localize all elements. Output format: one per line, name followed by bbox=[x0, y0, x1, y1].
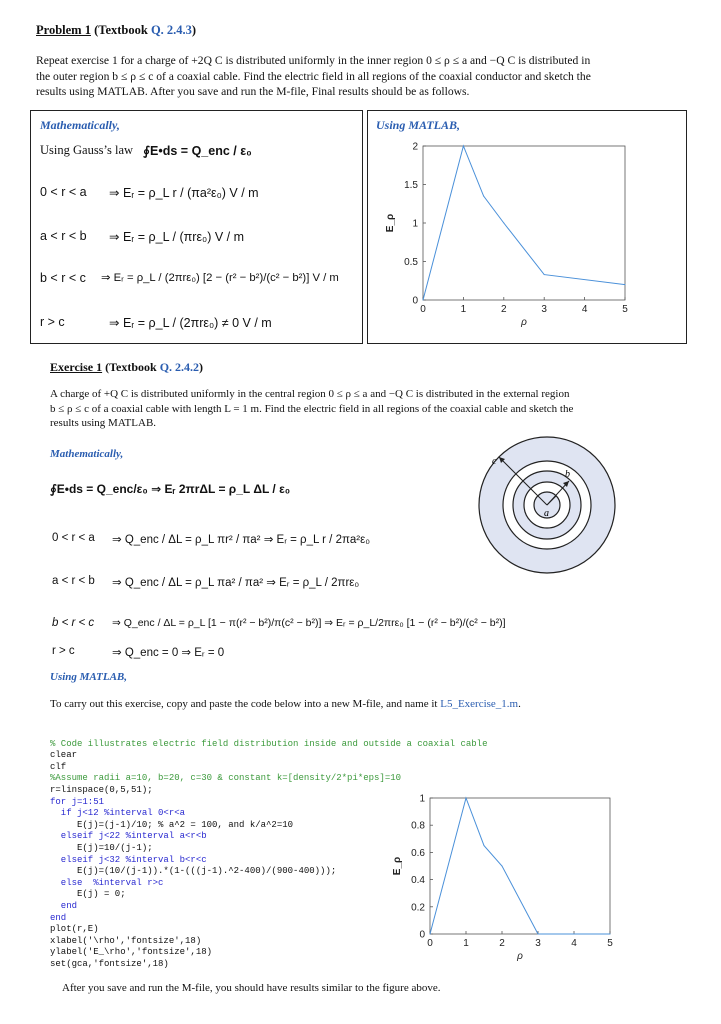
x-tick-label: 4 bbox=[571, 938, 577, 949]
code-line: if j<12 %interval 0<r<a bbox=[50, 808, 186, 819]
code-line: elseif j<32 %interval b<r<c bbox=[50, 854, 207, 865]
code-line: %Assume radii a=10, b=20, c=30 & constant k=[density/2*pi*eps]=10 bbox=[50, 773, 402, 784]
problem-text-line: results using MATLAB. After you save and run the M-file, Final results should be as follows. bbox=[36, 85, 470, 98]
y-tick-label: 1 bbox=[419, 793, 425, 805]
label-b: b bbox=[565, 469, 570, 480]
code-line: end bbox=[50, 912, 67, 923]
x-tick-label: 1 bbox=[460, 304, 467, 315]
x-tick-label: 4 bbox=[581, 304, 588, 315]
exercise-text-line: b ≤ ρ ≤ c of a coaxial cable with length L = 1 m. Find the electric field in all regions of the coaxial cable and sketch the bbox=[50, 402, 574, 415]
code-line: elseif j<22 %interval a<r<b bbox=[50, 831, 207, 842]
problem-source-suffix: ) bbox=[191, 23, 197, 37]
problem-title bbox=[36, 23, 196, 38]
region-condition: r > c bbox=[40, 315, 65, 329]
label-c: c bbox=[492, 456, 497, 467]
code-line: E(j)=(j-1)/10; % a^2 = 100, and k/a^2=10 bbox=[50, 819, 294, 830]
y-tick-label: 2 bbox=[412, 141, 418, 153]
x-axis-label: ρ bbox=[521, 317, 527, 328]
exercise-instruction bbox=[50, 698, 521, 710]
y-axis-label: E_ρ bbox=[392, 856, 403, 876]
region-condition: 0 < r < a bbox=[40, 185, 87, 199]
plot-area bbox=[423, 146, 625, 300]
data-point bbox=[430, 934, 431, 935]
code-line: % Code illustrates electric field distribution inside and outside a coaxial cable bbox=[50, 738, 488, 749]
code-line: E(j)=(10/(j-1)).*(1-(((j-1).^2-400)/(900-400))); bbox=[50, 866, 337, 877]
exercise-text-line: A charge of +Q C is distributed uniformly in the central region 0 ≤ ρ ≤ a and −Q C is distributed in the external region bbox=[50, 388, 570, 400]
problem-source-link[interactable]: Q. 2.4.3 bbox=[150, 23, 192, 37]
code-line: plot(r,E) bbox=[50, 924, 99, 935]
exercise-source-prefix: (Textbook bbox=[105, 360, 160, 374]
y-tick-label: 0 bbox=[412, 295, 418, 307]
exercise-region-equation: ⇒ Q_enc = 0 ⇒ Eᵣ = 0 bbox=[112, 647, 225, 659]
exercise-region-condition: 0 < r < a bbox=[52, 532, 95, 544]
exercise-matlab-header: Using MATLAB, bbox=[50, 671, 128, 683]
code-line: E(j)=10/(j-1); bbox=[50, 842, 153, 853]
code-line: else %interval r>c bbox=[50, 877, 164, 888]
y-tick-label: 0.8 bbox=[411, 820, 425, 832]
exercise-text bbox=[50, 387, 675, 431]
data-point bbox=[625, 284, 626, 285]
exercise-math-header: Mathematically, bbox=[50, 448, 124, 460]
code-line: E(j) = 0; bbox=[50, 889, 126, 900]
region-condition: a < r < b bbox=[40, 229, 87, 243]
filename-link[interactable]: L5_Exercise_1.m bbox=[440, 698, 519, 710]
x-axis-label: ρ bbox=[517, 951, 523, 962]
data-point bbox=[610, 934, 611, 935]
data-point bbox=[544, 274, 545, 275]
data-point bbox=[466, 798, 467, 799]
coaxial-cable-diagram bbox=[478, 436, 616, 574]
exercise-label: Exercise 1 bbox=[50, 360, 103, 374]
region-equation: ⇒ Eᵣ = ρ_L / (2πrε₀) ≠ 0 V / m bbox=[109, 316, 272, 330]
problem-source-prefix: (Textbook bbox=[94, 23, 151, 37]
math-box-header: Mathematically, bbox=[40, 118, 120, 132]
x-tick-label: 0 bbox=[420, 304, 426, 315]
exercise-title bbox=[50, 360, 203, 375]
exercise-region-equation: ⇒ Q_enc / ΔL = ρ_L πr² / πa² ⇒ Eᵣ = ρ_L r / 2πa²ε₀ bbox=[112, 534, 371, 546]
exercise-text-line: results using MATLAB. bbox=[50, 417, 157, 429]
x-tick-label: 0 bbox=[427, 938, 433, 949]
data-point bbox=[483, 196, 484, 197]
y-tick-label: 1.5 bbox=[404, 180, 418, 191]
region-equation: ⇒ Eᵣ = ρ_L / (2πrε₀) [2 − (r² − b²)/(c² − b²)] V / m bbox=[101, 272, 339, 284]
code-line: clf bbox=[50, 761, 67, 772]
math-box bbox=[30, 110, 363, 344]
x-tick-label: 2 bbox=[501, 304, 507, 315]
y-tick-label: 1 bbox=[412, 218, 418, 230]
y-tick-label: 0 bbox=[419, 929, 425, 941]
exercise-region-equation: ⇒ Q_enc / ΔL = ρ_L πa² / πa² ⇒ Eᵣ = ρ_L / 2πrε₀ bbox=[112, 577, 360, 589]
gauss-law-label: Using Gauss’s law bbox=[40, 143, 134, 157]
data-point bbox=[463, 146, 464, 147]
region-condition: b < r < c bbox=[40, 271, 86, 285]
x-tick-label: 1 bbox=[463, 938, 469, 949]
exercise-region-equation: ⇒ Q_enc / ΔL = ρ_L [1 − π(r² − b²)/π(c² − b²)] ⇒ Eᵣ = ρ_L/2πrε₀ [1 − (r² − b²)/(c² − b²)] bbox=[112, 617, 506, 629]
exercise-source-link[interactable]: Q. 2.4.2 bbox=[159, 360, 200, 374]
x-tick-label: 3 bbox=[535, 938, 541, 949]
chart-exercise-field bbox=[392, 790, 625, 965]
data-point bbox=[423, 300, 424, 301]
exercise-footer: After you save and run the M-file, you should have results similar to the figure above. bbox=[62, 982, 441, 994]
y-tick-label: 0.5 bbox=[404, 257, 418, 268]
exercise-region-condition: a < r < b bbox=[52, 575, 95, 587]
code-line: xlabel('\rho','fontsize',18) bbox=[50, 935, 202, 946]
region-equation: ⇒ Eᵣ = ρ_L / (πrε₀) V / m bbox=[109, 230, 245, 244]
code-line: set(gca,'fontsize',18) bbox=[50, 958, 169, 969]
data-point bbox=[538, 934, 539, 935]
x-tick-label: 5 bbox=[622, 304, 628, 315]
x-tick-label: 3 bbox=[541, 304, 547, 315]
instruction-suffix: . bbox=[518, 698, 521, 710]
data-point bbox=[503, 223, 504, 224]
y-axis-label: E_ρ bbox=[385, 213, 396, 233]
y-tick-label: 0.2 bbox=[411, 902, 425, 914]
exercise-gauss-equation: ∮E•ds = Q_enc/ε₀ ⇒ Eᵣ 2πrΔL = ρ_L ΔL / ε₀ bbox=[50, 482, 291, 496]
instruction-text: To carry out this exercise, copy and paste the code below into a new M-file, and name it bbox=[50, 698, 441, 710]
problem-text-line: Repeat exercise 1 for a charge of +2Q C is distributed uniformly in the inner region 0 ≤ ρ ≤ a and −Q C is distributed in bbox=[36, 54, 591, 67]
x-tick-label: 5 bbox=[607, 938, 613, 949]
data-point bbox=[484, 845, 485, 846]
problem-label: Problem 1 bbox=[36, 23, 91, 37]
code-line: ylabel('E_\rho','fontsize',18) bbox=[50, 947, 213, 958]
problem-text-line: the outer region b ≤ ρ ≤ c of a coaxial cable. Find the electric field in all regions of the coaxial conductor and sketch the bbox=[36, 69, 591, 83]
exercise-region-condition: r > c bbox=[52, 645, 75, 657]
code-line: clear bbox=[50, 750, 78, 761]
plot-area bbox=[430, 798, 610, 934]
matlab-box-header: Using MATLAB, bbox=[376, 118, 461, 132]
code-line: end bbox=[50, 900, 78, 911]
chart-problem-field bbox=[368, 128, 684, 341]
exercise-source-suffix: ) bbox=[199, 360, 204, 374]
code-line: r=linspace(0,5,51); bbox=[50, 784, 153, 795]
gauss-law-equation: ∮E•ds = Q_enc / ε₀ bbox=[143, 144, 252, 158]
region-equation: ⇒ Eᵣ = ρ_L r / (πa²ε₀) V / m bbox=[109, 186, 259, 200]
code-line: for j=1:51 bbox=[50, 796, 105, 807]
problem-text bbox=[36, 53, 686, 100]
y-tick-label: 0.4 bbox=[411, 875, 425, 887]
label-a: a bbox=[544, 508, 549, 519]
data-point bbox=[502, 866, 503, 867]
y-tick-label: 0.6 bbox=[411, 847, 425, 859]
x-tick-label: 2 bbox=[499, 938, 505, 949]
exercise-region-condition: b < r < c bbox=[52, 617, 95, 629]
